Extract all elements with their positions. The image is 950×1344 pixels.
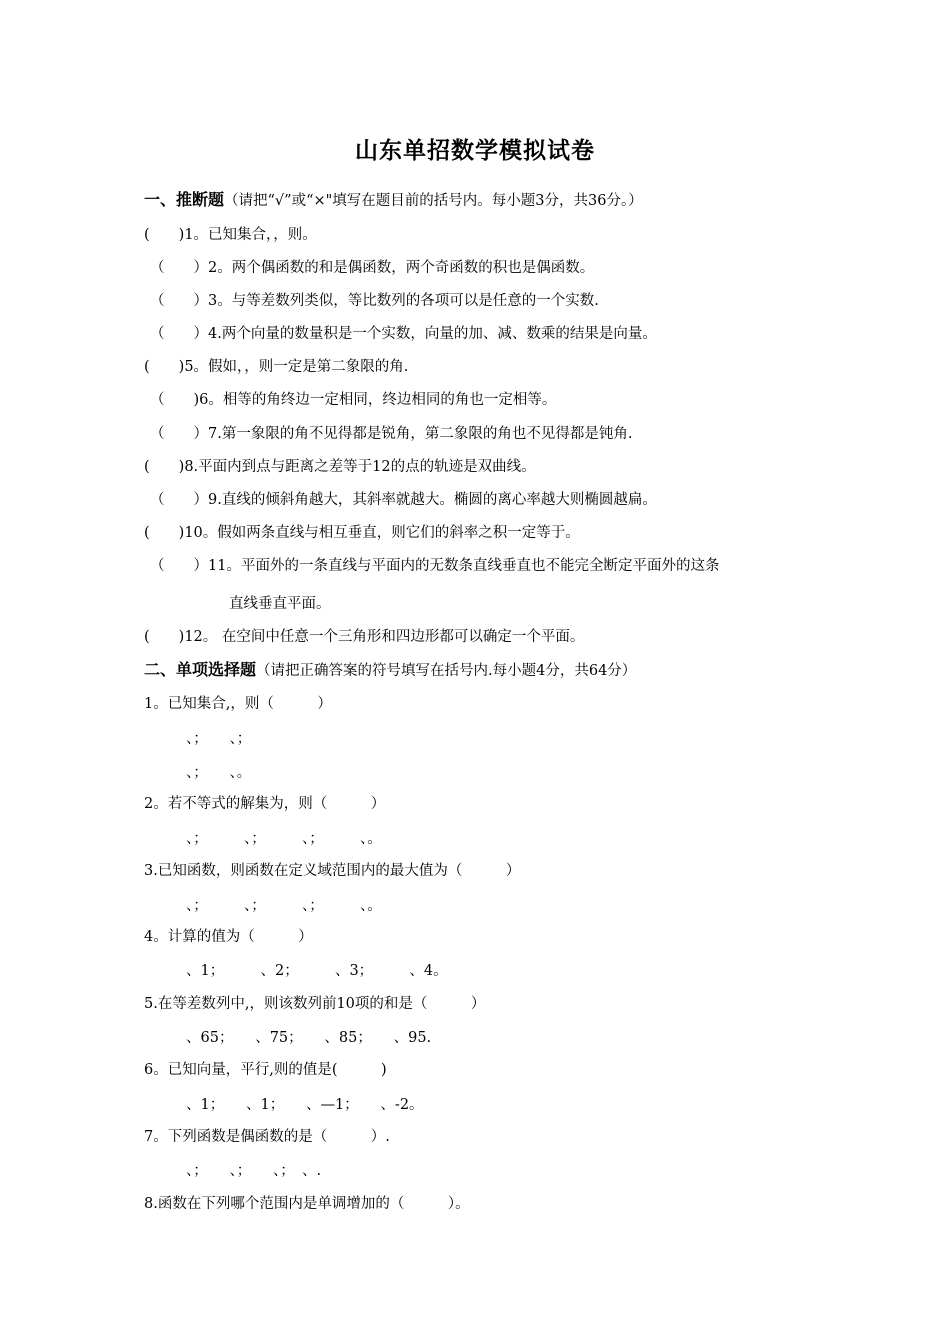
- choice-options-7: 、； 、； 、； 、.: [186, 1163, 322, 1179]
- choice-options-6: 、1； 、1； 、—1； 、-2。: [186, 1097, 424, 1113]
- choice-question-4: 4。计算的值为（ ）: [144, 929, 313, 945]
- choice-question-7: 7。下列函数是偶函数的是（ ）.: [144, 1129, 390, 1145]
- choice-options-1b: 、； 、。: [186, 765, 252, 781]
- judge-item-3: （ ）3。与等差数列类似，等比数列的各项可以是任意的一个实数.: [150, 293, 599, 309]
- choice-options-5: 、65； 、75； 、85； 、95.: [186, 1030, 432, 1046]
- judge-item-6: （ )6。相等的角终边一定相同，终边相同的角也一定相等。: [150, 392, 557, 408]
- judge-item-8: ( )8.平面内到点与距离之差等于12的点的轨迹是双曲线。: [144, 459, 536, 475]
- section2-header: [144, 660, 636, 681]
- judge-item-1: ( )1。已知集合，，则。: [144, 227, 317, 243]
- judge-item-10: ( )10。假如两条直线与相互垂直，则它们的斜率之积一定等于。: [144, 525, 580, 541]
- judge-item-12: ( )12。 在空间中任意一个三角形和四边形都可以确定一个平面。: [144, 629, 585, 645]
- judge-item-11-continued: 直线垂直平面。: [229, 596, 331, 612]
- section2-heading: 二、单项选择题: [144, 660, 257, 679]
- choice-question-1: 1。已知集合,，则（ ）: [144, 696, 332, 712]
- section2-note: （请把正确答案的符号填写在括号内.每小题4分，共64分）: [256, 663, 637, 679]
- choice-options-4: 、1； 、2； 、3； 、4。: [186, 963, 448, 979]
- section1-heading: 一、推断题: [144, 190, 225, 209]
- judge-item-4: （ ）4.两个向量的数量积是一个实数，向量的加、减、数乘的结果是向量。: [150, 326, 657, 342]
- judge-item-2: （ ）2。两个偶函数的和是偶函数，两个奇函数的积也是偶函数。: [150, 260, 595, 276]
- page-title: 山东单招数学模拟试卷: [355, 138, 595, 164]
- choice-question-3: 3.已知函数，则函数在定义域范围内的最大值为（ ）: [144, 863, 521, 879]
- section1-header: [144, 190, 643, 211]
- choice-question-5: 5.在等差数列中,，则该数列前10项的和是（ ）: [144, 996, 486, 1012]
- judge-item-7: （ ）7.第一象限的角不见得都是锐角，第二象限的角也不见得都是钝角.: [150, 426, 633, 442]
- choice-question-6: 6。已知向量，平行,则的值是( ): [144, 1062, 387, 1078]
- choice-question-2: 2。若不等式的解集为，则（ ）: [144, 796, 386, 812]
- judge-item-5: ( )5。假如，，则一定是第二象限的角.: [144, 359, 409, 375]
- choice-options-2: 、； 、； 、； 、。: [186, 831, 382, 847]
- judge-item-11: （ ）11。平面外的一条直线与平面内的无数条直线垂直也不能完全断定平面外的这条: [150, 558, 720, 574]
- judge-item-9: （ ）9.直线的倾斜角越大，其斜率就越大。椭圆的离心率越大则椭圆越扁。: [150, 492, 657, 508]
- choice-options-1a: 、； 、；: [186, 731, 252, 747]
- section1-note: （请把“√”或“×"填写在题目前的括号内。每小题3分，共36分。）: [224, 193, 643, 209]
- choice-options-3: 、； 、； 、； 、。: [186, 898, 382, 914]
- choice-question-8: 8.函数在下列哪个范围内是单调增加的（ ）。: [144, 1196, 470, 1212]
